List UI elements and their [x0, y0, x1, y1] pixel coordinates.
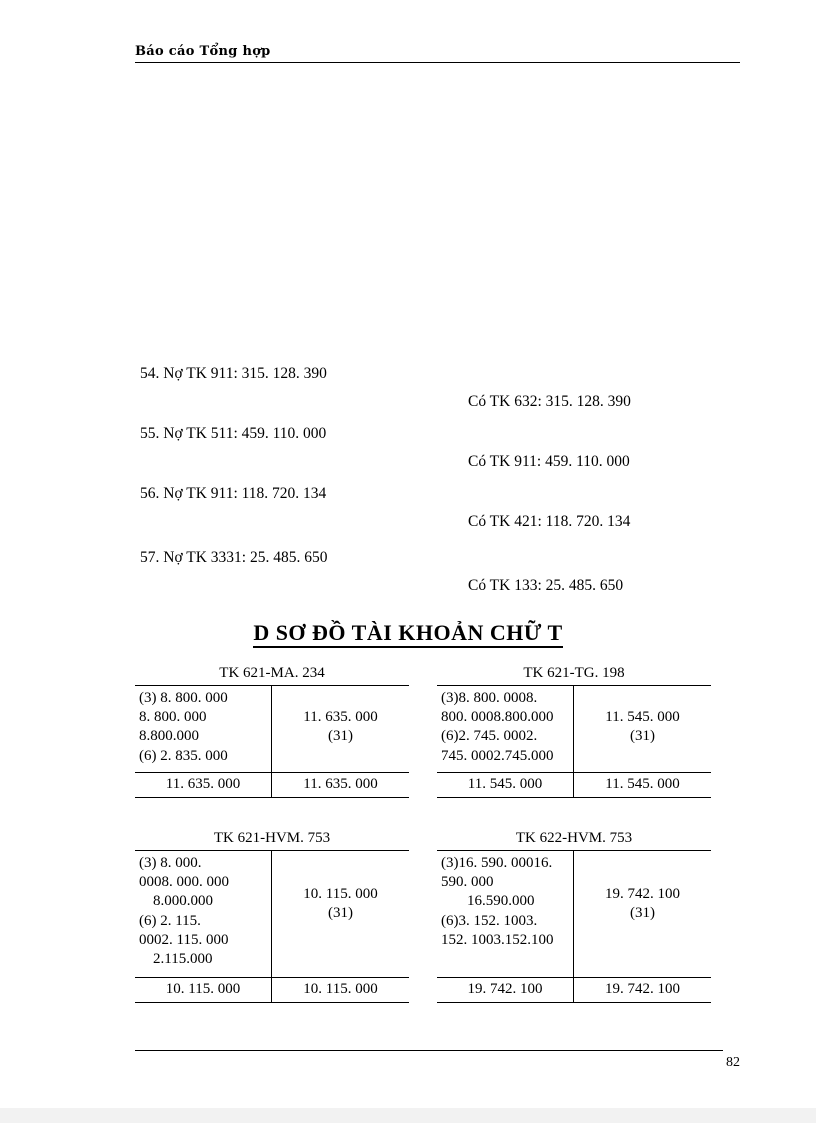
t-line: 8. 800. 000 — [139, 709, 207, 726]
t-account-totals — [135, 773, 409, 798]
t-account-totals — [437, 978, 711, 1003]
t-account-debit-side — [135, 686, 272, 772]
entry-credit: Có TK 421: 118. 720. 134 — [468, 513, 631, 530]
entry-debit: 54. Nợ TK 911: 315. 128. 390 — [140, 365, 327, 382]
t-account-debit-side — [135, 851, 272, 977]
section-heading-text: D SƠ ĐỒ TÀI KHOẢN CHỮ T — [253, 620, 562, 648]
t-account — [135, 830, 409, 1003]
t-line: (6) 2. 835. 000 — [139, 747, 228, 764]
t-account-credit-side — [574, 686, 711, 772]
t-total-debit: 10. 115. 000 — [135, 978, 272, 1002]
t-line: (31) — [630, 728, 655, 745]
t-total-credit: 19. 742. 100 — [605, 981, 680, 997]
t-total-debit: 11. 635. 000 — [135, 773, 272, 797]
t-line: 0002. 115. 000 — [139, 931, 229, 948]
journal-entry — [135, 365, 745, 425]
t-line: 152. 1003.152.100 — [441, 931, 554, 948]
t-line: 800. 0008.800.000 — [441, 709, 554, 726]
section-heading — [0, 620, 816, 646]
t-account-body — [135, 850, 409, 978]
journal-entry — [135, 425, 745, 485]
page-bottom-edge — [0, 1108, 816, 1123]
t-total-debit: 19. 742. 100 — [437, 978, 574, 1002]
t-line: (3) 8. 800. 000 — [139, 690, 228, 706]
t-line: (3) 8. 000. — [139, 855, 202, 871]
t-total-debit: 11. 545. 000 — [437, 773, 574, 797]
t-line: 11. 545. 000 — [605, 709, 680, 725]
t-account-body — [437, 685, 711, 773]
entry-debit: 55. Nợ TK 511: 459. 110. 000 — [140, 425, 327, 442]
t-account-title: TK 622-HVM. 753 — [515, 830, 633, 846]
t-account — [437, 830, 711, 1003]
header-divider — [135, 62, 740, 63]
t-total-credit: 10. 115. 000 — [303, 981, 378, 997]
t-account-credit-side — [272, 686, 409, 772]
t-line: (31) — [328, 905, 353, 922]
t-line: 19. 742. 100 — [605, 886, 680, 902]
t-line: (3)8. 800. 0008. — [441, 690, 538, 706]
t-account-debit-side — [437, 851, 574, 977]
entry-credit: Có TK 133: 25. 485. 650 — [468, 577, 624, 594]
t-account-body — [437, 850, 711, 978]
t-line: (31) — [328, 728, 353, 745]
t-account-credit-side — [272, 851, 409, 977]
entry-debit: 57. Nợ TK 3331: 25. 485. 650 — [140, 549, 328, 566]
t-line: 8.800.000 — [139, 728, 199, 745]
t-account-totals — [437, 773, 711, 798]
header-title: Báo cáo Tổng hợp — [135, 44, 271, 59]
t-account — [135, 665, 409, 798]
t-account-debit-side — [437, 686, 574, 772]
t-account-title: TK 621-HVM. 753 — [213, 830, 331, 846]
t-account — [437, 665, 711, 798]
t-line: 11. 635. 000 — [303, 709, 378, 725]
t-line: 0008. 000. 000 — [139, 874, 229, 891]
t-line: 8.000.000 — [153, 893, 213, 910]
t-line: 16.590.000 — [467, 893, 535, 910]
page-number: 82 — [726, 1055, 740, 1070]
footer-divider — [135, 1050, 723, 1051]
t-line: 745. 0002.745.000 — [441, 747, 554, 764]
journal-entry — [135, 545, 745, 605]
entry-credit: Có TK 632: 315. 128. 390 — [468, 393, 631, 410]
t-account-body — [135, 685, 409, 773]
t-line: (31) — [630, 905, 655, 922]
entry-debit: 56. Nợ TK 911: 118. 720. 134 — [140, 485, 327, 502]
t-line: (3)16. 590. 00016. — [441, 855, 553, 871]
t-line: (6) 2. 115. — [139, 912, 201, 929]
page-header — [135, 44, 740, 63]
t-account-totals — [135, 978, 409, 1003]
t-line: (6)3. 152. 1003. — [441, 912, 538, 929]
t-account-title: TK 621-TG. 198 — [523, 665, 625, 681]
t-line: 10. 115. 000 — [303, 886, 378, 902]
journal-entry — [135, 485, 745, 545]
t-account-credit-side — [574, 851, 711, 977]
entry-credit: Có TK 911: 459. 110. 000 — [468, 453, 630, 470]
t-line: 2.115.000 — [153, 950, 213, 967]
t-line: 590. 000 — [441, 874, 494, 891]
t-account-title: TK 621-MA. 234 — [219, 665, 325, 681]
t-total-credit: 11. 635. 000 — [303, 776, 378, 792]
t-line: (6)2. 745. 0002. — [441, 728, 538, 745]
t-total-credit: 11. 545. 000 — [605, 776, 680, 792]
journal-entry-list — [135, 365, 745, 605]
